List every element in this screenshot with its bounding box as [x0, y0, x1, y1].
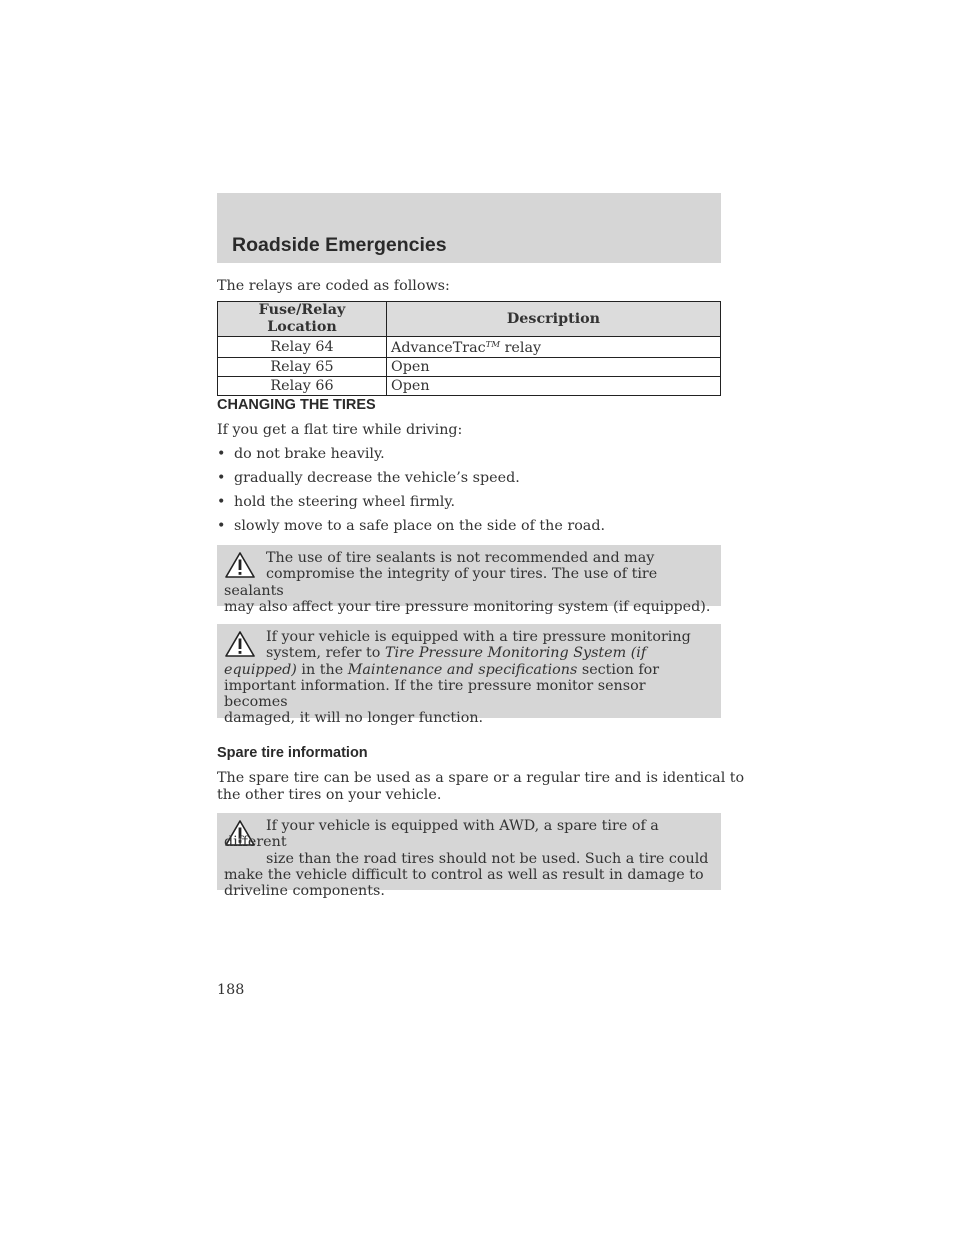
changing-tires-intro: If you get a flat tire while driving: — [217, 422, 463, 438]
relay-description-cell: Open — [387, 358, 721, 377]
warning-box-tpms — [217, 624, 721, 727]
relay-location-cell: Relay 65 — [218, 358, 387, 377]
bullet-dot-icon: • — [217, 470, 226, 486]
header-band — [217, 193, 721, 263]
list-item: • slowly move to a safe place on the side of the road. — [217, 518, 606, 534]
relay-table-header-row — [218, 302, 721, 337]
reference-link-tpms: Tire Pressure Monitoring System (if — [384, 645, 647, 662]
table-row — [218, 358, 721, 377]
warning-text: If your vehicle is equipped with AWD, a spare tire of a different size than the road tires should not be used. Such a tire could make the vehicle difficult to control as well as result in damage to driveline components. — [224, 818, 709, 900]
bullet-dot-icon: • — [217, 446, 226, 462]
column-header-location: Fuse/Relay Location — [218, 302, 387, 337]
warning-box-tire-sealants — [217, 545, 721, 615]
warning-box-awd-spare — [217, 813, 721, 900]
column-header-description: Description — [387, 302, 721, 337]
relay-description-cell — [387, 337, 721, 358]
relay-intro-text: The relays are coded as follows: — [217, 278, 450, 294]
relay-table — [217, 301, 721, 396]
table-row — [218, 337, 721, 358]
reference-link-maintenance: Maintenance and specifications — [347, 661, 578, 678]
trademark-mark: TM — [485, 340, 501, 350]
section-heading-changing-tires: CHANGING THE TIRES — [217, 397, 376, 413]
relay-location-cell: Relay 66 — [218, 377, 387, 396]
table-row — [218, 377, 721, 396]
bullet-dot-icon: • — [217, 494, 226, 510]
relay-description-cell: Open — [387, 377, 721, 396]
relay-description-suffix: relay — [500, 340, 542, 356]
section-heading-spare-tire: Spare tire information — [217, 745, 368, 761]
page-number: 188 — [217, 982, 245, 998]
list-item: • hold the steering wheel firmly. — [217, 494, 456, 510]
spare-tire-paragraph: The spare tire can be used as a spare or a regular tire and is identical to the other tires on your vehicle. — [217, 770, 745, 803]
warning-text: If your vehicle is equipped with a tire pressure monitoring system, refer to Tire Pressure Monitoring System (if equipped) in the Maintenance and specifications section for important information. If the tire pressure monitor sensor becomes damaged, it will no longer function. — [224, 629, 691, 727]
list-item: • gradually decrease the vehicle’s speed. — [217, 470, 520, 486]
warning-text: The use of tire sealants is not recommended and may compromise the integrity of your tires. The use of tire sealants may also affect your tire pressure monitoring system (if equipped). — [224, 550, 711, 615]
flat-tire-bullet-list — [217, 446, 605, 542]
page-title: Roadside Emergencies — [232, 234, 447, 256]
relay-location-cell: Relay 64 — [218, 337, 387, 358]
list-item: • do not brake heavily. — [217, 446, 385, 462]
bullet-dot-icon: • — [217, 518, 226, 534]
relay-description-text: AdvanceTrac — [391, 340, 486, 356]
